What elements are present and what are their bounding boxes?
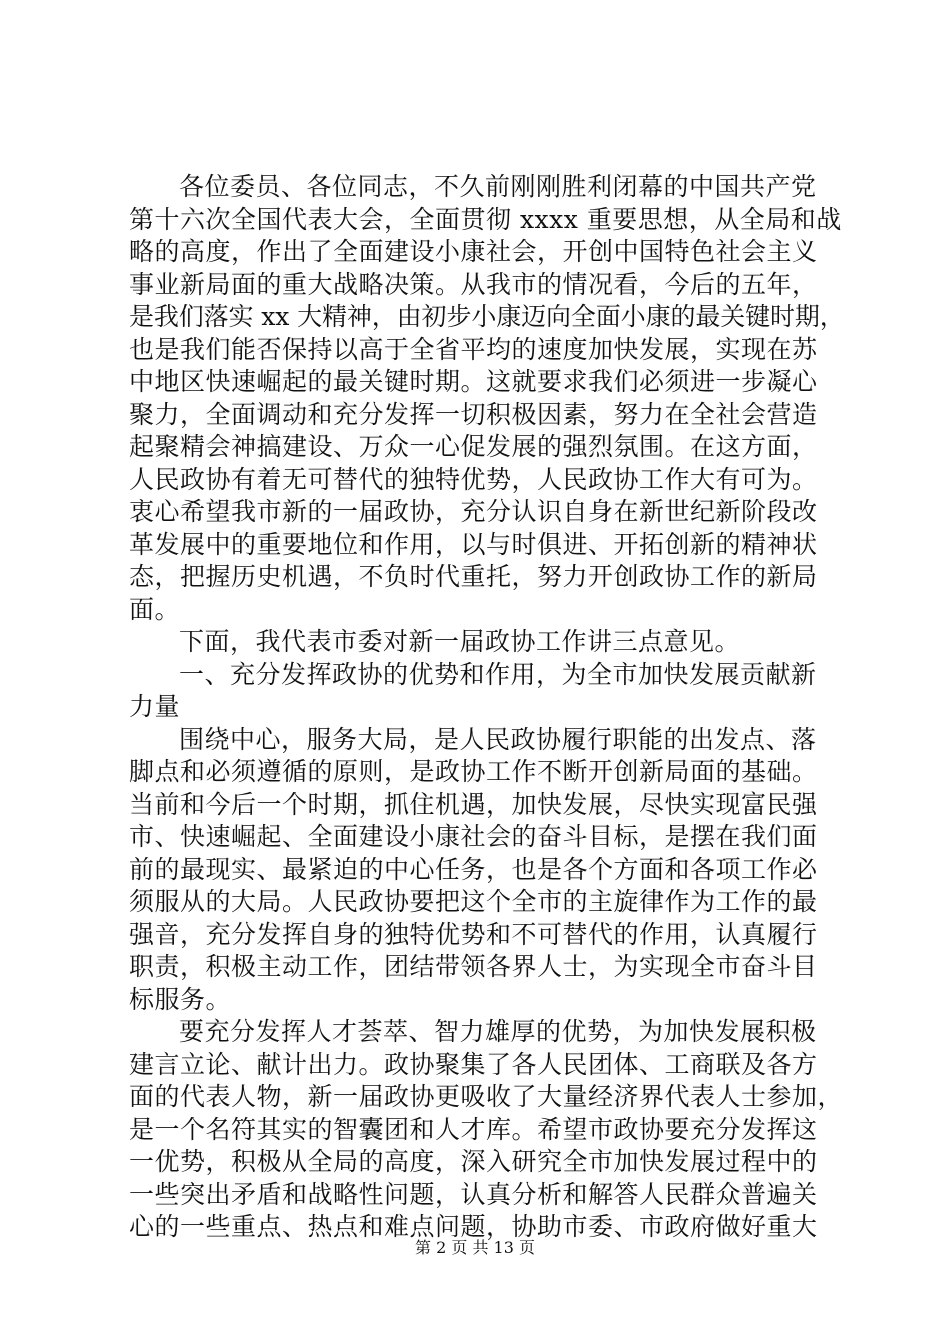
text-line: 当前和今后一个时期，抓住机遇，加快发展，尽快实现富民强 [129,789,818,819]
text-line: 革发展中的重要地位和作用，以与时俱进、开拓创新的精神状 [129,529,818,559]
text-line: 心的一些重点、热点和难点问题，协助市委、市政府做好重大 [129,1212,818,1241]
text-line: 人民政协有着无可替代的独特优势，人民政协工作大有可为。 [129,464,818,494]
text-line: 衷心希望我市新的一届政协，充分认识自身在新世纪新阶段改 [129,497,818,526]
text-line: 一些突出矛盾和战略性问题，认真分析和解答人民群众普遍关 [129,1179,818,1209]
text-line: 一优势，积极从全局的高度，深入研究全市加快发展过程中的 [129,1147,818,1176]
text-line: 市、快速崛起、全面建设小康社会的奋斗目标，是摆在我们面 [129,822,818,851]
text-line: 力量 [129,692,181,721]
text-line: 事业新局面的重大战略决策。从我市的情况看，今后的五年， [129,269,818,299]
text-line: 强音，充分发挥自身的独特优势和不可替代的作用，认真履行 [129,919,818,949]
text-line: 起聚精会神搞建设、万众一心促发展的强烈氛围。在这方面， [129,432,818,461]
text-line: 聚力，全面调动和充分发挥一切积极因素，努力在全社会营造 [129,399,818,429]
text-line: 面的代表人物，新一届政协更吸收了大量经济界代表人士参加， [129,1082,844,1111]
text-line: 是我们落实 xx 大精神，由初步小康迈向全面小康的最关键时期， [129,302,845,331]
text-line: 中地区快速崛起的最关键时期。这就要求我们必须进一步凝心 [129,367,818,396]
text-line: 略的高度，作出了全面建设小康社会，开创中国特色社会主义 [129,237,818,266]
text-line: 各位委员、各位同志，不久前刚刚胜利闭幕的中国共产党 [179,172,817,201]
text-line: 建言立论、献计出力。政协聚集了各人民团体、工商联及各方 [129,1049,818,1079]
text-line: 是一个名符其实的智囊团和人才库。希望市政协要充分发挥这 [129,1114,818,1144]
text-line: 前的最现实、最紧迫的中心任务，也是各个方面和各项工作必 [129,854,818,884]
page-footer: 第 2 页 共 13 页 [415,1238,535,1257]
text-line: 须服从的大局。人民政协要把这个全市的主旋律作为工作的最 [129,887,818,916]
text-line: 也是我们能否保持以高于全省平均的速度加快发展，实现在苏 [129,334,818,364]
text-line: 第十六次全国代表大会，全面贯彻 xxxx 重要思想，从全局和战 [129,204,842,234]
text-line: 态，把握历史机遇，不负时代重托，努力开创政协工作的新局 [129,562,818,591]
text-line: 脚点和必须遵循的原则，是政协工作不断开创新局面的基础。 [129,757,818,786]
text-line: 要充分发挥人才荟萃、智力雄厚的优势，为加快发展积极 [179,1017,817,1046]
text-line: 标服务。 [129,984,232,1014]
text-line: 围绕中心，服务大局，是人民政协履行职能的出发点、落 [179,724,817,754]
text-line: 面。 [129,594,181,624]
text-line: 下面，我代表市委对新一届政协工作讲三点意见。 [179,627,741,656]
text-line: 职责，积极主动工作，团结带领各界人士，为实现全市奋斗目 [129,952,818,981]
text-line: 一、充分发挥政协的优势和作用，为全市加快发展贡献新 [179,659,817,689]
document-body [129,171,845,1244]
